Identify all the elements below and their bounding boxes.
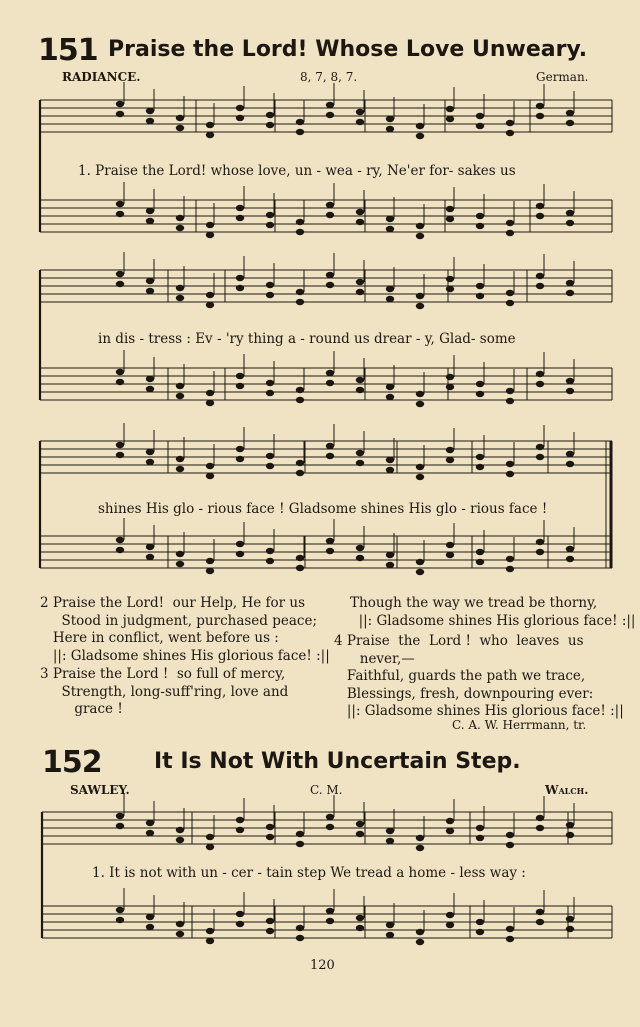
note-head (356, 545, 364, 551)
note-head (446, 447, 454, 453)
note-head (326, 212, 334, 218)
note-head (326, 282, 334, 288)
note-head (506, 388, 514, 394)
note-head (506, 471, 514, 477)
note-head (206, 400, 214, 406)
note-head (296, 925, 304, 931)
note-head (476, 549, 484, 555)
note-head (146, 288, 154, 294)
note-head (116, 823, 124, 829)
note-head (116, 101, 124, 107)
note-head (326, 443, 334, 449)
note-head (326, 814, 334, 820)
hymn-152-number: 152 (42, 745, 102, 780)
note-head (416, 133, 424, 139)
note-head (296, 555, 304, 561)
note-head (356, 450, 364, 456)
note-head (356, 219, 364, 225)
note-head (536, 539, 544, 545)
note-head (296, 219, 304, 225)
note-head (326, 380, 334, 386)
hymn-151-title: Praise the Lord! Whose Love Unweary. (108, 37, 588, 62)
note-head (116, 907, 124, 913)
note-head (446, 922, 454, 928)
note-head (176, 551, 184, 557)
note-head (236, 285, 244, 291)
note-head (146, 820, 154, 826)
note-head (176, 115, 184, 121)
note-head (476, 283, 484, 289)
note-head (206, 122, 214, 128)
note-head (116, 813, 124, 819)
hymn-151-verse-3-continued: Though the way we tread be thorny, ||: Gladsome shines His glorious face! :|| (350, 595, 636, 629)
note-head (476, 825, 484, 831)
note-head (326, 908, 334, 914)
note-head (506, 926, 514, 932)
note-head (176, 456, 184, 462)
note-head (566, 120, 574, 126)
note-head (326, 824, 334, 830)
note-head (266, 453, 274, 459)
note-head (116, 281, 124, 287)
note-head (326, 548, 334, 554)
note-head (146, 218, 154, 224)
note-head (116, 442, 124, 448)
note-head (116, 201, 124, 207)
note-head (536, 203, 544, 209)
note-head (206, 302, 214, 308)
note-head (476, 464, 484, 470)
note-head (176, 393, 184, 399)
note-head (236, 921, 244, 927)
note-head (206, 292, 214, 298)
note-head (236, 373, 244, 379)
note-head (446, 457, 454, 463)
note-head (536, 815, 544, 821)
note-head (566, 220, 574, 226)
note-head (416, 559, 424, 565)
note-head (146, 924, 154, 930)
note-head (536, 919, 544, 925)
note-head (386, 552, 394, 558)
note-head (296, 387, 304, 393)
note-head (356, 460, 364, 466)
note-head (296, 831, 304, 837)
note-head (506, 461, 514, 467)
hymn-152-lyric-line-1: 1. It is not with un - cer - tain step We tread a home - less way : (92, 865, 526, 881)
note-head (326, 538, 334, 544)
note-head (236, 817, 244, 823)
note-head (446, 216, 454, 222)
note-head (566, 822, 574, 828)
note-head (446, 818, 454, 824)
note-head (296, 841, 304, 847)
note-head (506, 120, 514, 126)
note-head (266, 282, 274, 288)
note-head (236, 551, 244, 557)
note-head (566, 388, 574, 394)
note-head (536, 113, 544, 119)
note-head (176, 931, 184, 937)
note-head (506, 936, 514, 942)
note-head (476, 113, 484, 119)
note-head (566, 451, 574, 457)
note-head (416, 223, 424, 229)
note-head (236, 446, 244, 452)
note-head (506, 556, 514, 562)
note-head (266, 918, 274, 924)
note-head (236, 541, 244, 547)
note-head (236, 275, 244, 281)
note-head (146, 830, 154, 836)
note-head (476, 293, 484, 299)
note-head (446, 912, 454, 918)
note-head (416, 391, 424, 397)
note-head (206, 844, 214, 850)
note-head (536, 909, 544, 915)
note-head (296, 229, 304, 235)
note-head (476, 123, 484, 129)
note-head (566, 832, 574, 838)
note-head (476, 835, 484, 841)
note-head (116, 271, 124, 277)
hymn-151-lyric-line-1: 1. Praise the Lord! whose love, un - wea - ry, Ne'er for- sakes us (78, 163, 516, 179)
note-head (146, 118, 154, 124)
note-head (566, 926, 574, 932)
note-head (356, 925, 364, 931)
note-head (356, 109, 364, 115)
note-head (296, 470, 304, 476)
note-head (566, 556, 574, 562)
note-head (476, 454, 484, 460)
note-head (176, 383, 184, 389)
note-head (356, 387, 364, 393)
note-head (206, 132, 214, 138)
note-head (536, 103, 544, 109)
note-head (206, 558, 214, 564)
note-head (446, 374, 454, 380)
note-head (146, 449, 154, 455)
note-head (296, 935, 304, 941)
note-head (566, 210, 574, 216)
note-head (236, 456, 244, 462)
note-head (236, 383, 244, 389)
note-head (176, 215, 184, 221)
note-head (446, 552, 454, 558)
hymn-152-title: It Is Not With Uncertain Step. (154, 749, 521, 774)
note-head (356, 821, 364, 827)
note-head (236, 215, 244, 221)
note-head (416, 293, 424, 299)
note-head (536, 549, 544, 555)
note-head (536, 213, 544, 219)
note-head (446, 542, 454, 548)
note-head (446, 106, 454, 112)
note-head (326, 202, 334, 208)
note-head (116, 452, 124, 458)
note-head (236, 827, 244, 833)
hymn-151-credit: C. A. W. Herrmann, tr. (452, 718, 587, 732)
note-head (536, 273, 544, 279)
note-head (386, 562, 394, 568)
note-head (296, 565, 304, 571)
note-head (536, 454, 544, 460)
note-head (266, 824, 274, 830)
note-head (296, 129, 304, 135)
note-head (206, 938, 214, 944)
note-head (296, 299, 304, 305)
note-head (536, 444, 544, 450)
note-head (506, 130, 514, 136)
note-head (206, 928, 214, 934)
note-head (116, 369, 124, 375)
note-head (386, 932, 394, 938)
note-head (146, 108, 154, 114)
note-head (116, 917, 124, 923)
note-head (536, 825, 544, 831)
note-head (416, 233, 424, 239)
note-head (236, 105, 244, 111)
note-head (116, 547, 124, 553)
note-head (146, 208, 154, 214)
note-head (386, 226, 394, 232)
note-head (146, 386, 154, 392)
note-head (566, 916, 574, 922)
hymn-151-verse-2: 2 Praise the Lord! our Help, He for us Stood in judgment, purchased peace; Here in conflict, went before us : ||: Gladsome shines His glorious face! :|| (40, 595, 330, 664)
note-head (116, 379, 124, 385)
note-head (446, 828, 454, 834)
note-head (326, 272, 334, 278)
note-head (266, 112, 274, 118)
note-head (266, 928, 274, 934)
note-head (566, 290, 574, 296)
note-head (506, 290, 514, 296)
note-head (266, 380, 274, 386)
note-head (506, 230, 514, 236)
hymn-152-tune: SAWLEY. (70, 783, 130, 797)
note-head (266, 558, 274, 564)
note-head (296, 289, 304, 295)
note-head (266, 292, 274, 298)
note-head (386, 922, 394, 928)
note-head (266, 548, 274, 554)
note-head (566, 546, 574, 552)
note-head (356, 555, 364, 561)
note-head (176, 285, 184, 291)
note-head (326, 453, 334, 459)
note-head (416, 835, 424, 841)
note-head (176, 837, 184, 843)
note-head (536, 381, 544, 387)
note-head (176, 827, 184, 833)
note-head (206, 232, 214, 238)
note-head (116, 111, 124, 117)
note-head (506, 220, 514, 226)
note-head (416, 845, 424, 851)
note-head (176, 295, 184, 301)
note-head (416, 474, 424, 480)
note-head (386, 116, 394, 122)
note-head (146, 376, 154, 382)
note-head (266, 390, 274, 396)
note-head (326, 370, 334, 376)
note-head (146, 459, 154, 465)
note-head (296, 397, 304, 403)
note-head (266, 212, 274, 218)
note-head (416, 929, 424, 935)
note-head (356, 915, 364, 921)
note-head (206, 834, 214, 840)
note-head (326, 918, 334, 924)
note-head (506, 832, 514, 838)
note-head (206, 463, 214, 469)
note-head (536, 371, 544, 377)
note-head (416, 464, 424, 470)
note-head (386, 296, 394, 302)
note-head (566, 378, 574, 384)
note-head (386, 384, 394, 390)
note-head (296, 119, 304, 125)
note-head (386, 126, 394, 132)
note-head (236, 911, 244, 917)
note-head (356, 831, 364, 837)
note-head (476, 929, 484, 935)
note-head (476, 559, 484, 565)
note-head (506, 398, 514, 404)
hymn-151-meter: 8, 7, 8, 7. (300, 70, 358, 84)
note-head (326, 112, 334, 118)
note-head (356, 279, 364, 285)
hymn-152-meter: C. M. (310, 783, 343, 797)
note-head (386, 216, 394, 222)
note-head (176, 125, 184, 131)
note-head (356, 377, 364, 383)
note-head (566, 110, 574, 116)
note-head (206, 222, 214, 228)
note-head (446, 286, 454, 292)
note-head (446, 384, 454, 390)
note-head (356, 289, 364, 295)
note-head (266, 463, 274, 469)
note-head (476, 391, 484, 397)
hymn-152-composer: Walch. (545, 783, 589, 797)
note-head (266, 122, 274, 128)
note-head (146, 544, 154, 550)
note-head (506, 300, 514, 306)
note-head (386, 838, 394, 844)
note-head (416, 303, 424, 309)
note-head (206, 390, 214, 396)
note-head (536, 283, 544, 289)
note-head (386, 467, 394, 473)
note-head (236, 205, 244, 211)
note-head (206, 568, 214, 574)
note-head (416, 939, 424, 945)
note-head (476, 213, 484, 219)
note-head (356, 209, 364, 215)
page-number: 120 (310, 958, 335, 973)
hymn-151-verse-4: 4 Praise the Lord ! who leaves us never,— Faithful, guards the path we trace, Blessings, fresh, downpouring ever: ||: Gladsome shines His glorious face! :|| (334, 633, 624, 719)
note-head (206, 473, 214, 479)
note-head (446, 206, 454, 212)
hymn-151-lyric-line-2: in dis - tress : Ev - 'ry thing a - round us drear - y, Glad- some (98, 331, 516, 347)
note-head (566, 461, 574, 467)
hymn-151-verse-3: 3 Praise the Lord ! so full of mercy, Strength, long-suff'ring, love and grace ! (40, 666, 289, 717)
note-head (566, 280, 574, 286)
note-head (266, 834, 274, 840)
note-head (236, 115, 244, 121)
note-head (146, 278, 154, 284)
note-head (176, 225, 184, 231)
note-head (176, 921, 184, 927)
note-head (176, 561, 184, 567)
note-head (416, 569, 424, 575)
note-head (476, 223, 484, 229)
note-head (116, 537, 124, 543)
note-head (296, 460, 304, 466)
note-head (386, 394, 394, 400)
note-head (176, 466, 184, 472)
note-head (416, 401, 424, 407)
note-head (446, 116, 454, 122)
note-head (386, 286, 394, 292)
note-head (416, 123, 424, 129)
hymn-151-number: 151 (38, 33, 98, 68)
note-head (386, 828, 394, 834)
note-head (326, 102, 334, 108)
note-head (266, 222, 274, 228)
note-head (146, 554, 154, 560)
note-head (506, 842, 514, 848)
note-head (506, 566, 514, 572)
note-head (386, 457, 394, 463)
note-head (116, 211, 124, 217)
hymn-151-lyric-line-3: shines His glo - rious face ! Gladsome shines His glo - rious face ! (98, 501, 548, 517)
note-head (146, 914, 154, 920)
note-head (476, 919, 484, 925)
hymn-151-composer: German. (536, 70, 589, 84)
note-head (476, 381, 484, 387)
hymn-151-tune: RADIANCE. (62, 70, 141, 84)
note-head (446, 276, 454, 282)
note-head (356, 119, 364, 125)
